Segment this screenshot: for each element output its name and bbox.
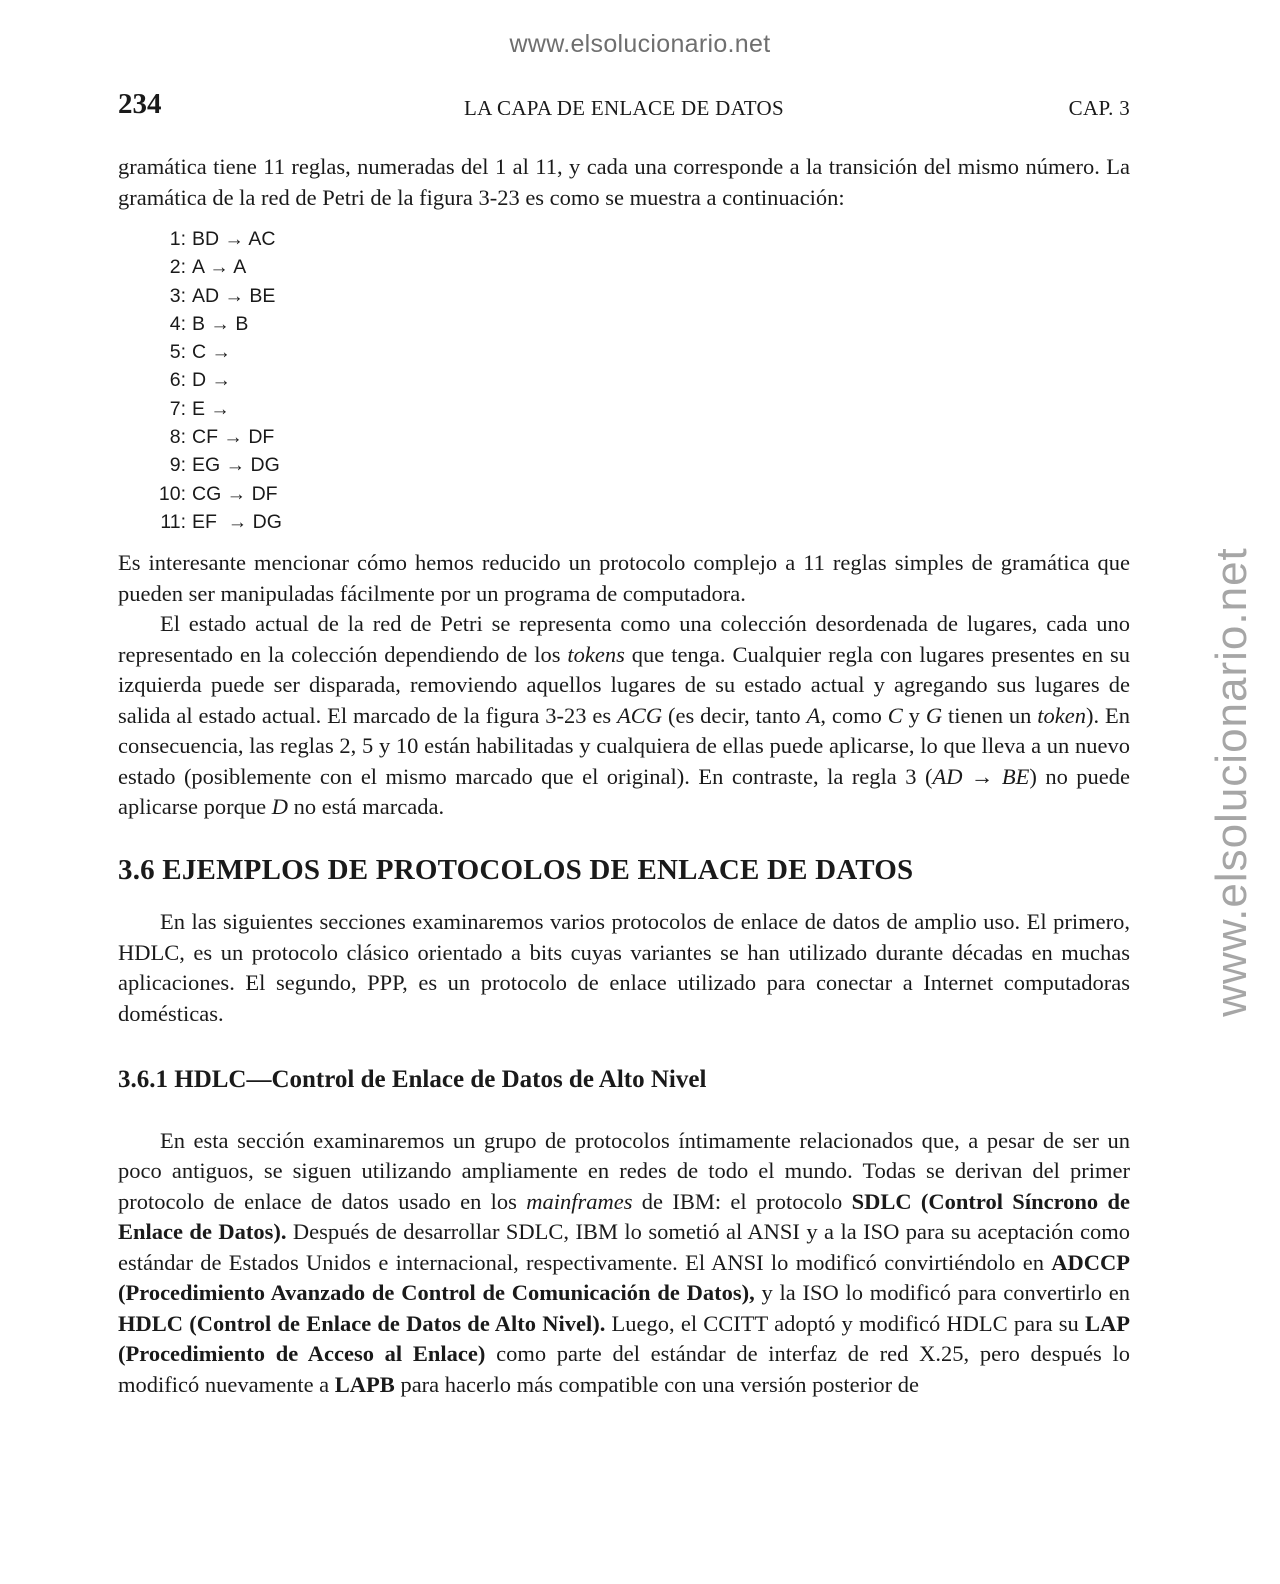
rule-number: 7: xyxy=(169,397,186,420)
grammar-rule xyxy=(118,480,1130,508)
grammar-rule xyxy=(118,253,1130,281)
rule-number: 5: xyxy=(169,341,186,364)
subsection-heading: 3.6.1 HDLC—Control de Enlace de Datos de Alto Nivel xyxy=(118,1066,707,1094)
rule-text: CF → DF xyxy=(192,426,275,449)
grammar-rule xyxy=(118,508,1130,536)
rule-number: 8: xyxy=(169,426,186,449)
grammar-rule xyxy=(118,282,1130,310)
grammar-rule xyxy=(118,451,1130,479)
watermark-side: www.elsolucionario.net xyxy=(1207,547,1256,1017)
rule-text: C → xyxy=(192,341,231,364)
grammar-rules-list xyxy=(118,225,1130,536)
hdlc-paragraph: En esta sección examinaremos un grupo de protocolos íntimamente relacionados que, a pesar de ser un poco antiguos, se siguen utilizando ampliamente en redes de todo el mundo. Todas se derivan del primer protocolo de enlace de datos usado en los mainframes de IBM: el protocolo SDLC (Control Síncrono de Enlace de Datos). Después de desarrollar SDLC, IBM lo sometió al ANSI y a la ISO para su aceptación como estándar de Estados Unidos e internacional, respectivamente. El ANSI lo modificó convirtiéndolo en ADCCP (Procedimiento Avanzado de Control de Comunicación de Datos), y la ISO lo modificó para convertirlo en HDLC (Control de Enlace de Datos de Alto Nivel). Luego, el CCITT adoptó y modificó HDLC para su LAP (Procedimiento de Acceso al Enlace) como parte del estándar de interfaz de red X.25, pero después lo modificó nuevamente a LAPB para hacerlo más compatible con una versión posterior de xyxy=(118,1127,1131,1397)
rule-text: CG → DF xyxy=(192,482,278,505)
rule-text: BD → AC xyxy=(192,228,276,250)
rule-text: EG → DG xyxy=(192,454,280,477)
section-intro-paragraph: En las siguientes secciones examinaremos varios protocolos de enlace de datos de amplio uso. El primero, HDLC, es un protocolo clásico orientado a bits cuyas variantes se han utilizado durante décadas en muchas aplicaciones. El segundo, PPP, es un protocolo de enlace utilizado para conectar a Internet computadoras domésticas. xyxy=(118,909,1130,1026)
rule-text: AD → BE xyxy=(192,284,276,307)
running-title: LA CAPA DE ENLACE DE DATOS xyxy=(464,96,784,120)
rule-number: 11: xyxy=(160,510,186,533)
grammar-rule xyxy=(118,423,1130,451)
rule-number: 4: xyxy=(169,312,186,335)
page-header xyxy=(118,88,1130,128)
watermark-top: www.elsolucionario.net xyxy=(509,30,771,58)
rule-number: 3: xyxy=(169,284,186,307)
section-heading: 3.6 EJEMPLOS DE PROTOCOLOS DE ENLACE DE DATOS xyxy=(118,853,914,886)
rule-text: D → xyxy=(192,369,231,392)
rule-text: E → xyxy=(192,397,230,420)
petri-state-paragraph: El estado actual de la red de Petri se representa como una colección desordenada de lugares, cada uno representado en la colección dependiendo de los tokens que tenga. Cualquier regla con lugares presentes en su izquierda puede ser disparada, removiendo aquellos lugares de su estado actual y agregando sus lugares de salida al estado actual. El marcado de la figura 3-23 es ACG (es decir, tanto A, como C y G tienen un token). En consecuencia, las reglas 2, 5 y 10 están habilitadas y cualquiera de ellas puede aplicarse, lo que lleva a un nuevo estado (posiblemente con el mismo marcado que el original). En contraste, la regla 3 (AD → BE) no puede aplicarse porque D no está marcada. xyxy=(118,611,1131,820)
rule-text: B → B xyxy=(192,312,249,335)
rule-number: 10: xyxy=(158,482,186,505)
grammar-rule xyxy=(118,366,1130,394)
rule-text: EF → DG xyxy=(192,510,282,533)
chapter-label: CAP. 3 xyxy=(1068,96,1130,120)
rule-number: 6: xyxy=(169,369,186,392)
rule-text: A → A xyxy=(192,256,247,279)
rule-number: 1: xyxy=(169,228,186,250)
reduced-protocol-paragraph: Es interesante mencionar cómo hemos reducido un protocolo complejo a 11 reglas simples de gramática que pueden ser manipuladas fácilmente por un programa de computadora. xyxy=(118,550,1130,606)
grammar-rule xyxy=(118,310,1130,338)
rule-number: 2: xyxy=(169,256,186,279)
grammar-rule xyxy=(118,225,1130,253)
grammar-rule xyxy=(118,338,1130,366)
intro-paragraph: gramática tiene 11 reglas, numeradas del 1 al 11, y cada una corresponde a la transición del mismo número. La gramática de la red de Petri de la figura 3-23 es como se muestra a continuación: xyxy=(118,154,1130,210)
page-body xyxy=(118,152,1130,1400)
grammar-rule xyxy=(118,395,1130,423)
page-number: 234 xyxy=(118,88,162,120)
rule-number: 9: xyxy=(169,454,186,477)
